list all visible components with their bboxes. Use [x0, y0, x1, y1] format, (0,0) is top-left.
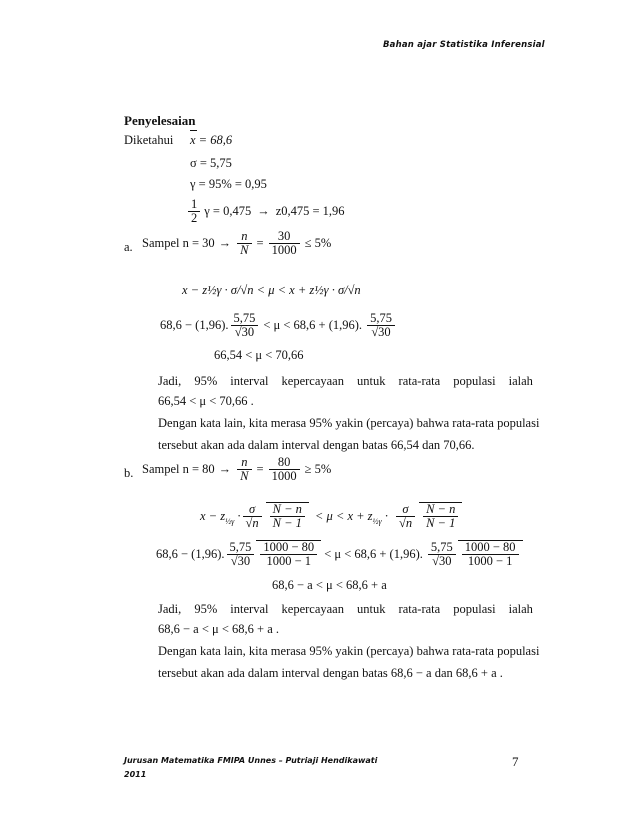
given-sigma: σ = 5,75 — [190, 156, 232, 170]
jadi-word: kepercayaan — [281, 602, 344, 616]
part-a-condition: ≤ 5% — [304, 236, 332, 251]
part-b-sample-text: Sampel n = 80 — [142, 462, 215, 477]
section-title: Penyelesaian — [124, 113, 196, 128]
part-b-paragraph-1: Dengan kata lain, kita merasa 95% yakin (percaya) bahwa rata-rata populasi — [158, 644, 540, 658]
frac-1000: 1000 — [271, 243, 297, 258]
frac-n: n — [237, 230, 251, 244]
jadi-word: populasi — [453, 374, 496, 388]
frac-n-b: n — [237, 456, 251, 470]
part-b-condition: ≥ 5% — [304, 462, 332, 477]
frac-N-b: N — [240, 469, 249, 484]
given-half-gamma — [186, 198, 345, 225]
xbar-overline — [190, 130, 197, 131]
frac-30: 30 — [269, 230, 300, 244]
frac-N: N — [240, 243, 249, 258]
calc-num-b2: 5,75 — [428, 541, 456, 555]
part-a-sample: Sampel n = 30 → $\frac{n}{N}$ = $\frac{30}{1000}$ ≤ 5% — [142, 229, 332, 258]
part-b-label: b. — [124, 466, 134, 480]
half-denominator: 2 — [191, 211, 198, 226]
footer-year: 2011 — [124, 770, 147, 779]
fpc-den: N − 1 — [272, 516, 302, 531]
jadi-word: 95% — [194, 374, 218, 388]
jadi-word: untuk — [357, 374, 386, 388]
jadi-word: interval — [230, 374, 269, 388]
calc-fpc-num: 1000 − 80 — [260, 541, 317, 555]
part-a-interval: 66,54 < μ < 70,66 . — [158, 394, 254, 408]
jadi-word: interval — [230, 602, 269, 616]
fpc-num-2: N − n — [423, 503, 458, 517]
jadi-word: ialah — [508, 374, 533, 388]
part-b-interval: 68,6 − a < μ < 68,6 + a . — [158, 622, 279, 636]
calc-num-2: 5,75 — [367, 312, 395, 326]
calc-fpc-den: 1000 − 1 — [266, 554, 312, 569]
running-header: Bahan ajar Statistika Inferensial — [383, 40, 545, 50]
arrow-icon: → — [218, 236, 232, 251]
footer-department: Jurusan Matematika FMIPA Unnes – Putriaji Hendikawati — [124, 756, 378, 765]
frac-1000-b: 1000 — [271, 469, 297, 484]
ci-formula: x − z½γ · σ/√n < μ < x + z½γ · σ/√n — [182, 283, 361, 297]
part-a-jadi-line — [158, 374, 533, 389]
calc-mid-b: < μ < 68,6 + (1,96). — [324, 546, 423, 561]
fpc-den-2: N − 1 — [426, 516, 456, 531]
calc-den: √30 — [234, 325, 255, 340]
calc-den-b2: √30 — [432, 553, 452, 568]
part-a-sample-text: Sampel n = 30 — [142, 236, 215, 251]
fpc-num: N − n — [270, 503, 305, 517]
page-number: 7 — [512, 754, 519, 769]
part-b-sample: Sampel n = 80 → $\frac{n}{N}$ = $\frac{80}{1000}$ ≥ 5% — [142, 455, 332, 484]
calc-left: 68,6 − (1,96). — [160, 318, 229, 333]
ci-formula-fpc: $x - z_{\frac{1}{2}\gamma}$ · $\frac{\sigma}{√n}$ $\frac{N - n}{N - 1}$ < $\mu < x + z_{\frac{1}{2}\gamma}$ · $\frac{\sigma}{√n}$ $\frac{N - n}{N - 1}$ — [200, 502, 462, 530]
calc-den-b: √30 — [230, 553, 251, 568]
part-a-label: a. — [124, 240, 133, 254]
calc-fpc-num-2: 1000 − 80 — [462, 541, 519, 555]
frac-80: 80 — [269, 456, 300, 470]
part-a-result: 66,54 < μ < 70,66 — [214, 348, 304, 362]
calc-den-2: √30 — [371, 325, 391, 340]
jadi-word: 95% — [194, 602, 218, 616]
half-numerator: 1 — [188, 198, 200, 212]
jadi-word: untuk — [357, 602, 386, 616]
jadi-word: kepercayaan — [281, 374, 344, 388]
calc-num-b: 5,75 — [227, 541, 255, 555]
calc-mid: < μ < 68,6 + (1,96). — [263, 318, 363, 333]
calc-left-b: 68,6 − (1,96). — [156, 546, 225, 561]
part-a-calculation — [160, 312, 397, 339]
part-a-paragraph-1: Dengan kata lain, kita merasa 95% yakin (percaya) bahwa rata-rata populasi — [158, 416, 540, 430]
given-mean: x = 68,6 — [190, 133, 233, 147]
part-b-jadi-line — [158, 602, 533, 617]
given-z: z0,475 = 1,96 — [275, 204, 345, 219]
jadi-word: Jadi, — [158, 374, 182, 388]
jadi-word: rata-rata — [398, 374, 441, 388]
jadi-word: Jadi, — [158, 602, 182, 616]
arrow-icon: → — [218, 462, 232, 477]
part-a-paragraph-2: tersebut akan ada dalam interval dengan batas 66,54 dan 70,66. — [158, 438, 475, 452]
arrow-icon: → — [257, 204, 270, 219]
given-gamma: γ = 95% = 0,95 — [190, 177, 267, 191]
part-b-calculation — [156, 540, 523, 568]
part-b-paragraph-2: tersebut akan ada dalam interval dengan batas 68,6 − a dan 68,6 + a . — [158, 666, 503, 680]
given-label: Diketahui — [124, 133, 174, 147]
calc-fpc-den-2: 1000 − 1 — [467, 554, 513, 569]
jadi-word: populasi — [453, 602, 496, 616]
jadi-word: rata-rata — [398, 602, 441, 616]
half-gamma-text: γ = 0,475 — [204, 204, 252, 219]
calc-num: 5,75 — [231, 312, 259, 326]
jadi-word: ialah — [508, 602, 533, 616]
part-b-result: 68,6 − a < μ < 68,6 + a — [272, 578, 387, 592]
